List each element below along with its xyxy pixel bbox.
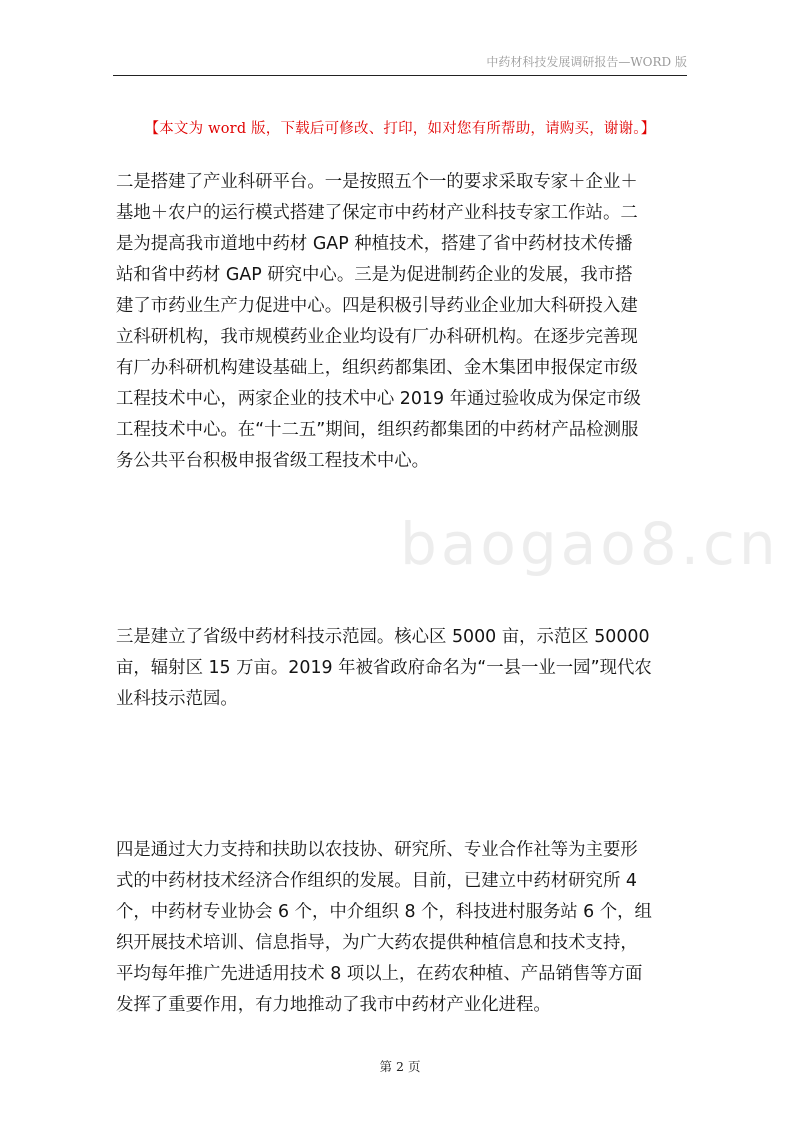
paragraph-line: 有厂办科研机构建设基础上，组织药都集团、金木集团申报保定市级	[116, 358, 638, 378]
paragraph-line: 建了市药业生产力促进中心。四是积极引导药业企业加大科研投入建	[116, 296, 638, 316]
header-divider	[113, 75, 687, 76]
watermark: baogao8.cn	[400, 510, 780, 578]
paragraph-line: 务公共平台积极申报省级工程技术中心。	[116, 451, 430, 471]
paragraph-line: 三是建立了省级中药材科技示范园。核心区 5000 亩，示范区 50000	[116, 627, 650, 647]
paragraph-cooperation	[116, 835, 688, 1021]
header-title: 中药材科技发展调研报告—WORD 版	[486, 55, 687, 69]
paragraph-line: 工程技术中心。在“十二五”期间，组织药都集团的中药材产品检测服	[116, 420, 639, 440]
paragraph-demo-park	[116, 622, 688, 715]
paragraph-line: 基地＋农户的运行模式搭建了保定市中药材产业科技专家工作站。二	[116, 203, 638, 223]
paragraph-line: 个，中药材专业协会 6 个，中介组织 8 个，科技进村服务站 6 个，组	[116, 902, 652, 922]
paragraph-line: 平均每年推广先进适用技术 8 项以上，在药农种植、产品销售等方面	[116, 964, 643, 984]
paragraph-line: 立科研机构，我市规模药业企业均设有厂办科研机构。在逐步完善现	[116, 327, 638, 347]
paragraph-line: 发挥了重要作用，有力地推动了我市中药材产业化进程。	[116, 995, 551, 1015]
paragraph-line: 站和省中药材 GAP 研究中心。三是为促进制药企业的发展，我市搭	[116, 265, 633, 285]
paragraph-line: 是为提高我市道地中药材 GAP 种植技术，搭建了省中药材技术传播	[116, 234, 633, 254]
page-number: 第 2 页	[379, 1059, 421, 1074]
paragraph-line: 亩，辐射区 15 万亩。2019 年被省政府命名为“一县一业一园”现代农	[116, 658, 652, 678]
paragraph-line: 二是搭建了产业科研平台。一是按照五个一的要求采取专家＋企业＋	[116, 172, 638, 192]
paragraph-line: 工程技术中心，两家企业的技术中心 2019 年通过验收成为保定市级	[116, 389, 641, 409]
paragraph-line: 织开展技术培训、信息指导，为广大药农提供种植信息和技术支持，	[116, 933, 638, 953]
paragraph-platform	[116, 167, 688, 477]
paragraph-line: 业科技示范园。	[116, 689, 238, 709]
purchase-notice: 【本文为 word 版，下载后可修改、打印，如对您有所帮助，请购买，谢谢。】	[144, 121, 656, 137]
paragraph-line: 式的中药材技术经济合作组织的发展。目前，已建立中药材研究所 4	[116, 871, 637, 891]
paragraph-line: 四是通过大力支持和扶助以农技协、研究所、专业合作社等为主要形	[116, 840, 638, 860]
